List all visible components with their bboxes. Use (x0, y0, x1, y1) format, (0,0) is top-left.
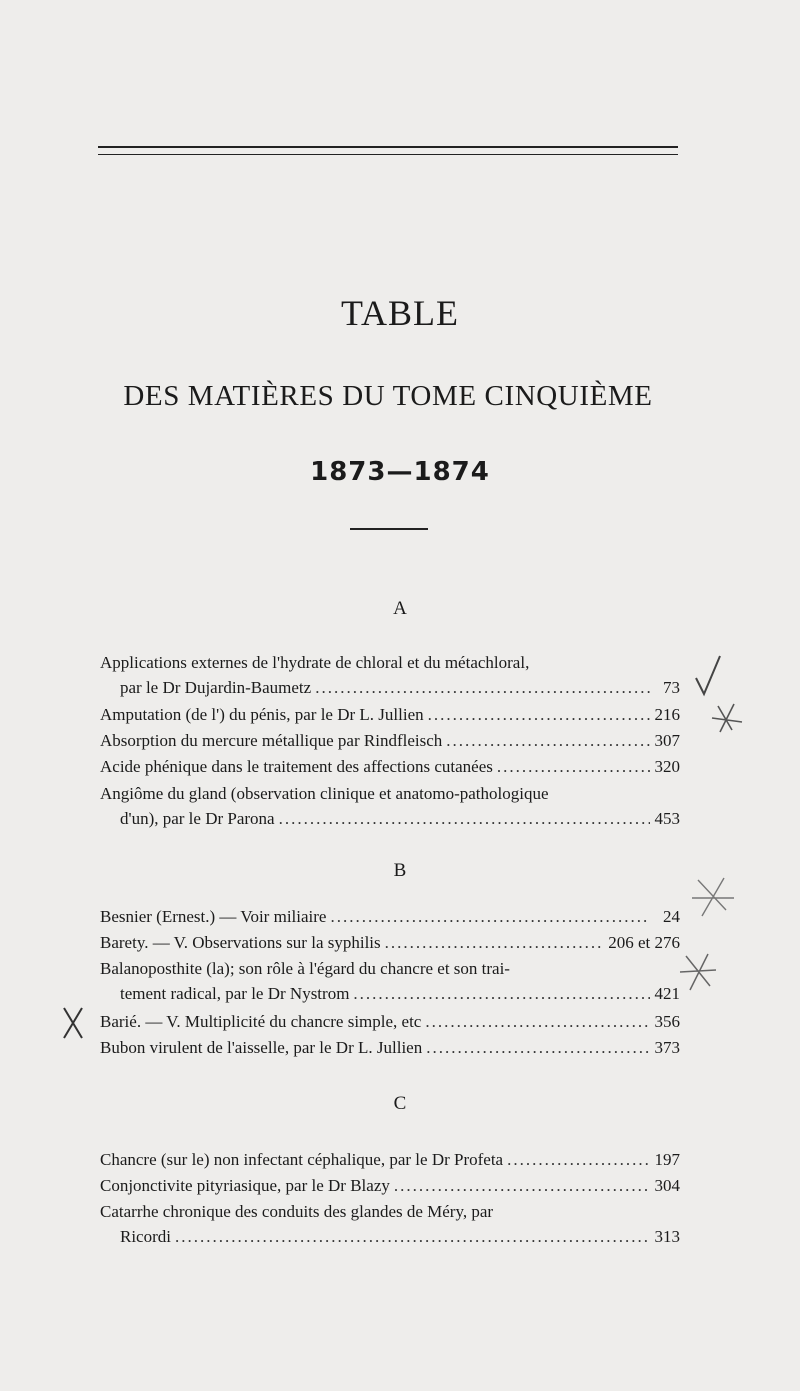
leader-dots (507, 1147, 650, 1172)
leader-dots (279, 806, 650, 831)
volume-years: 1873—1874 (310, 457, 490, 487)
entry-text: par le Dr Dujardin-Baumetz (120, 678, 312, 697)
entry-text: Barety. — V. Observations sur la syphilis (100, 933, 381, 952)
entry-text: Catarrhe chronique des conduits des glandes de Méry, par (100, 1202, 494, 1221)
entry-page: 313 (654, 1227, 680, 1246)
top-double-rule-thin (98, 154, 678, 155)
handwritten-cross-mark-icon (676, 948, 726, 996)
entry-text: d'un), par le Dr Parona (120, 809, 275, 828)
entry-page: 24 (663, 907, 680, 926)
entry-page: 73 (663, 678, 680, 697)
entry-text: Ricordi (120, 1227, 171, 1246)
leader-dots (497, 754, 650, 779)
section-letter-a: A (393, 598, 407, 619)
toc-entry (100, 1147, 680, 1172)
leader-dots (330, 904, 650, 929)
toc-entry (100, 650, 680, 700)
handwritten-check-mark-icon (690, 648, 750, 738)
section-letter-b: B (393, 860, 407, 881)
toc-entry (100, 754, 680, 779)
page-subtitle: DES MATIÈRES DU TOME CINQUIÈME (123, 380, 653, 412)
toc-entry (100, 702, 680, 727)
toc-entry (100, 728, 680, 753)
entry-page: 453 (654, 809, 680, 828)
toc-entry (100, 1009, 680, 1034)
entry-text: Angiôme du gland (observation clinique et anatomo-pathologique (100, 784, 549, 803)
leader-dots (315, 675, 650, 700)
leader-dots (426, 1035, 650, 1060)
handwritten-x-mark-icon (58, 1004, 88, 1044)
leader-dots (428, 702, 650, 727)
toc-entry (100, 930, 680, 955)
toc-entry (100, 1173, 680, 1198)
entry-text: Balanoposthite (la); son rôle à l'égard du chancre et son trai- (100, 959, 510, 978)
handwritten-cross-mark-icon (690, 870, 740, 930)
leader-dots (446, 728, 650, 753)
entry-page: 356 (654, 1012, 680, 1031)
toc-entry (100, 956, 680, 1006)
entry-text: Barié. — V. Multiplicité du chancre simple, etc (100, 1012, 422, 1031)
entry-text: tement radical, par le Dr Nystrom (120, 984, 350, 1003)
entry-text: Applications externes de l'hydrate de chloral et du métachloral, (100, 653, 530, 672)
title-divider (350, 528, 428, 530)
entry-text: Bubon virulent de l'aisselle, par le Dr L. Jullien (100, 1038, 423, 1057)
entry-page: 206 et 276 (608, 933, 680, 952)
toc-entry (100, 1199, 680, 1249)
entry-text: Acide phénique dans le traitement des affections cutanées (100, 757, 493, 776)
entry-text: Amputation (de l') du pénis, par le Dr L. Jullien (100, 705, 424, 724)
entry-text: Chancre (sur le) non infectant céphalique, par le Dr Profeta (100, 1150, 504, 1169)
leader-dots (175, 1224, 650, 1249)
leader-dots (394, 1173, 650, 1198)
entry-text: Absorption du mercure métallique par Rindfleisch (100, 731, 443, 750)
section-letter-c: C (393, 1093, 407, 1114)
entry-text: Besnier (Ernest.) — Voir miliaire (100, 907, 327, 926)
entry-page: 320 (654, 757, 680, 776)
entry-page: 373 (654, 1038, 680, 1057)
leader-dots (385, 930, 605, 955)
leader-dots (353, 981, 650, 1006)
toc-entry (100, 781, 680, 831)
page-title: TABLE (340, 293, 460, 333)
toc-entry (100, 1035, 680, 1060)
entry-page: 307 (654, 731, 680, 750)
entry-page: 421 (654, 984, 680, 1003)
leader-dots (425, 1009, 650, 1034)
entry-page: 197 (654, 1150, 680, 1169)
entry-page: 304 (654, 1176, 680, 1195)
entry-text: Conjonctivite pityriasique, par le Dr Blazy (100, 1176, 390, 1195)
toc-entry (100, 904, 680, 929)
top-double-rule (98, 146, 678, 148)
entry-page: 216 (654, 705, 680, 724)
